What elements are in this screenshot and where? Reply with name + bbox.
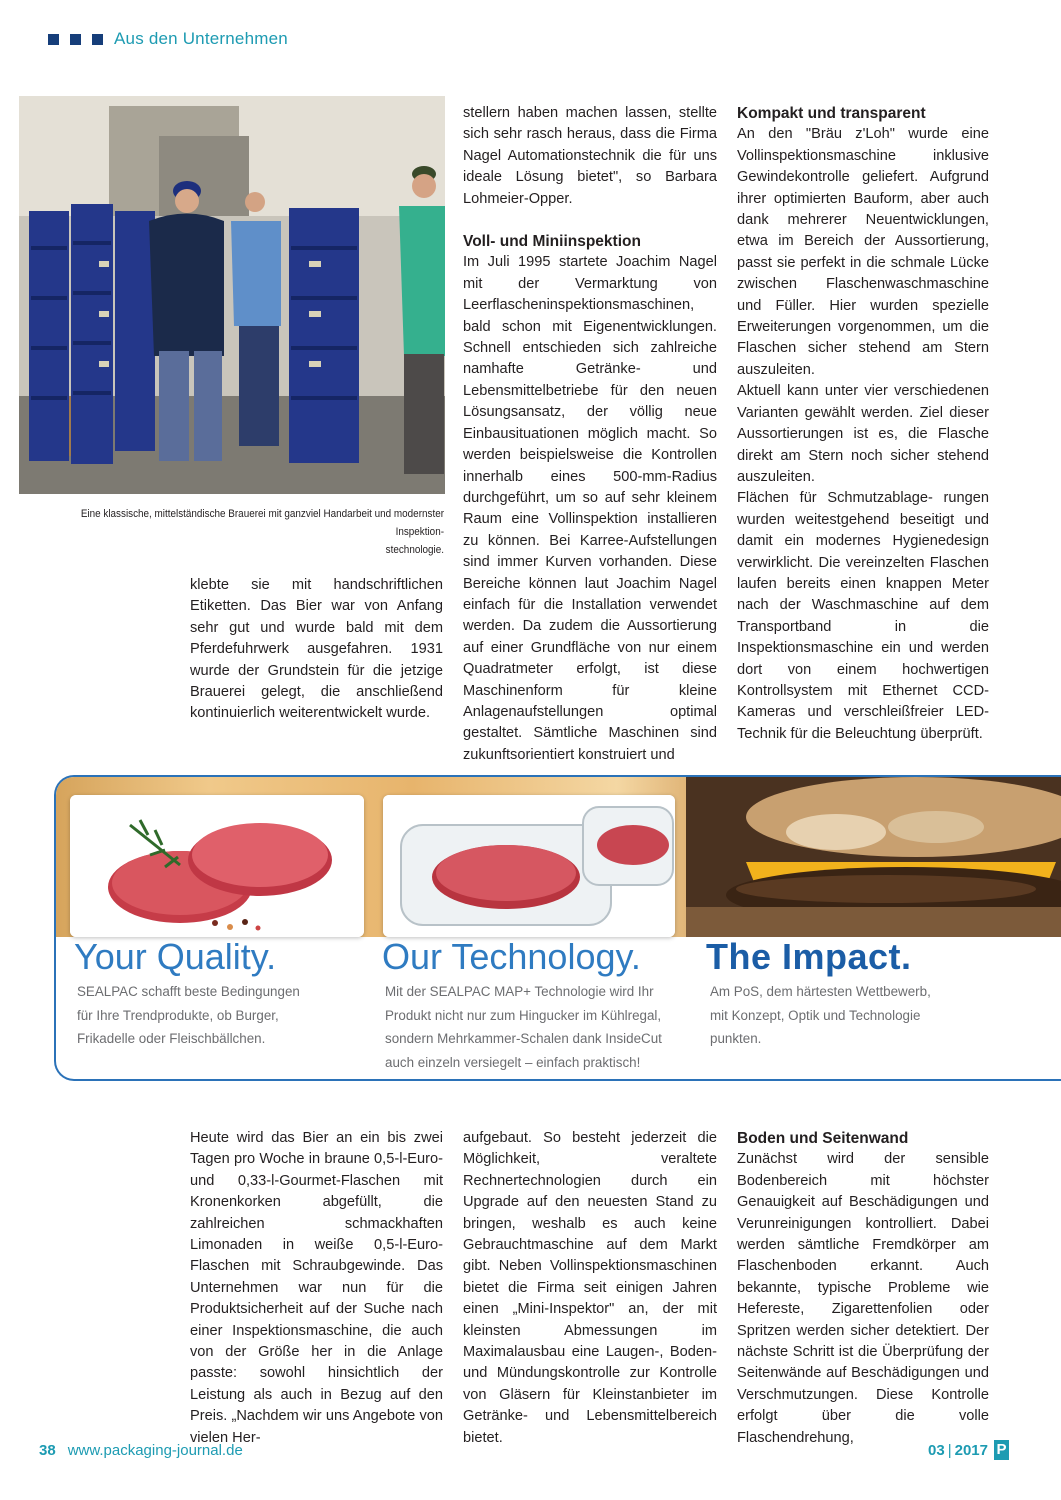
brewery-photo-illustration bbox=[19, 96, 445, 494]
paragraph: Aktuell kann unter vier verschiedenen Varianten gewählt werden. Ziel dieser Aussortierungen ist es, die Flasche direkt am Stern noch sicher stehend auszuleiten. bbox=[737, 383, 989, 485]
ad-text-line: SEALPAC schafft beste Bedingungen bbox=[77, 984, 300, 999]
issue-separator: | bbox=[947, 1441, 952, 1459]
ad-text-line: sondern Mehrkammer-Schalen dank InsideCut bbox=[385, 1031, 662, 1046]
caption-line: stechnologie. bbox=[385, 544, 444, 556]
ad-text-line: Frikadelle oder Fleischbällchen. bbox=[77, 1031, 266, 1046]
lower-column-2 bbox=[463, 1128, 717, 1449]
ad-text-line: Mit der SEALPAC MAP+ Technologie wird Ihr bbox=[385, 984, 654, 999]
section-title: Aus den Unternehmen bbox=[114, 29, 288, 48]
header-square-icon bbox=[92, 34, 103, 45]
ad-heading-quality: Your Quality. bbox=[74, 936, 277, 977]
paragraph: Im Juli 1995 startete Joachim Nagel mit der Vermarktung von Leerflascheninspektionsmaschinen, bald schon mit Eigenentwicklungen. Schnell entschieden sich zahlreiche namhafte Getränke- und Lebensmittelbetriebe für den neuen Lösungsansatz, der völlig neue Einbausituationen möglich macht. So werden beispielsweise die Kontrollen innerhalb eines 500-mm-Radius durchgeführt, um so auf sehr kleinem Raum eine Vollinspektion installieren zu können. Bei Karree-Aufstellungen sind immer Kurven vorhanden. Diese Bereiche können laut Joachim Nagel einfach für die Installation verwendet werden. Da zudem die Aussortierung auf einer Grundfläche von nur einem Quadratmeter erfolgt, ist diese Maschinenform für kleine Anlagenaufstellungen optimal gestaltet. Sämtliche Maschinen sind zukunftsorientiert konstruiert und bbox=[463, 254, 717, 763]
paragraph: Heute wird das Bier an ein bis zwei Tagen pro Woche in braune 0,5-l-Euro- und 0,33-l-Gourmet-Flaschen mit Kronenkorken abgefüllt, die zahlreichen schmackhaften Limonaden in weiße 0,5-l-Euro-Flaschen mit Schraubgewinde. Das Unternehmen war nun für die Produktsicherheit auf der Suche nach einer Inspektionsmaschine, die auch von der Größe her in die Anlage passte: sowohl hinsichtlich der Leistung als auch in Bezug auf den Preis. „Nachdem wir uns Angebote von vielen Her- bbox=[190, 1130, 443, 1446]
caption-line: Eine klassische, mittelständische Brauerei mit ganzviel Handarbeit und modernster Inspektion- bbox=[80, 508, 444, 538]
header-square-icon bbox=[48, 34, 59, 45]
ad-text-line: punkten. bbox=[710, 1031, 762, 1046]
footer-right bbox=[928, 1440, 1009, 1460]
paragraph: stellern haben machen lassen, stellte sich sehr rasch heraus, dass die Firma Nagel Automationstechnik die für uns ideale Lösung bietet", so Barbara Lohmeier-Opper. bbox=[463, 105, 717, 207]
ad-heading-technology: Our Technology. bbox=[382, 936, 641, 977]
page-number: 38 bbox=[39, 1442, 56, 1459]
ad-text-line: für Ihre Trendprodukte, ob Burger, bbox=[77, 1007, 279, 1023]
footer-left bbox=[39, 1442, 243, 1459]
ad-text-impact bbox=[710, 980, 931, 1051]
journal-logo-icon: P bbox=[994, 1440, 1009, 1460]
burger-icon bbox=[686, 777, 1061, 937]
photo-caption bbox=[77, 505, 444, 559]
ad-text-line: auch einzeln versiegelt – einfach praktisch! bbox=[385, 1054, 641, 1070]
packaged-patties-icon bbox=[383, 795, 675, 937]
ad-image-impact bbox=[686, 777, 1061, 937]
ad-image-technology bbox=[383, 795, 675, 937]
ad-text-line: Produkt nicht nur zum Hingucker im Kühlregal, bbox=[385, 1007, 662, 1023]
issue-num: 03 bbox=[928, 1441, 945, 1459]
website-link[interactable]: www.packaging-journal.de bbox=[67, 1442, 243, 1459]
ad-image-quality bbox=[70, 795, 364, 937]
subheading: Voll- und Miniinspektion bbox=[463, 233, 641, 251]
paragraph: Zunächst wird der sensible Bodenbereich mit höchster Genauigkeit auf Beschädigungen und Verunreinigungen kontrolliert. Dabei werden sämtliche Fremdkörper am Flaschenboden erkannt. Auch bekannte, typische Probleme wie Hefereste, Zigarettenfolien oder Spritzen werden sicher detektiert. Der nächste Schritt ist die Überprüfung der Seitenwände auf Beschädigungen und Verschmutzungen. Diese Kontrolle erfolgt über die volle Flaschendrehung, bbox=[737, 1151, 989, 1446]
subheading: Kompakt und transparent bbox=[737, 105, 926, 122]
upper-column-1 bbox=[190, 575, 443, 725]
upper-column-2 bbox=[463, 103, 717, 766]
ad-heading-impact: The Impact. bbox=[706, 936, 912, 977]
subheading: Boden und Seitenwand bbox=[737, 1130, 909, 1147]
paragraph: Flächen für Schmutzablage- rungen wurden weitestgehend beseitigt und damit ein modernes Hygienedesign verwirklicht. Die vereinzelten Flaschen laufen bereits einen knappen Meter nach der Waschmaschine auf dem Transportband in die Inspektionsmaschine ein und werden dort von einem hochwertigen Kontrollsystem mit Ethernet CCD-Kameras und verschleißfreier LED-Technik für die Beleuchtung überprüft. bbox=[737, 490, 989, 742]
upper-column-3 bbox=[737, 103, 989, 745]
header-square-icon bbox=[70, 34, 81, 45]
issue-number bbox=[928, 1442, 988, 1459]
ad-text-technology bbox=[385, 980, 662, 1074]
sealpac-advertisement[interactable] bbox=[54, 775, 1061, 1081]
paragraph: klebte sie mit handschriftlichen Etiketten. Das Bier war von Anfang sehr gut und wurde bald mit dem Pferdefuhrwerk ausgefahren. 1931 wurde der Grundstein für die jetzige Brauerei gelegt, die anschließend kontinuierlich weiterentwickelt wurde. bbox=[190, 577, 443, 722]
burger-patties-icon bbox=[70, 795, 364, 937]
lower-column-1 bbox=[190, 1128, 443, 1449]
ad-text-line: Am PoS, dem härtesten Wettbewerb, bbox=[710, 984, 931, 999]
section-header bbox=[48, 29, 288, 49]
brewery-photo bbox=[19, 96, 445, 494]
paragraph: aufgebaut. So besteht jederzeit die Möglichkeit, veraltete Rechnertechnologien durch ein Upgrade auf den neuesten Stand zu bringen, weshalb es auch keine Gebrauchtmaschine auf dem Markt gibt. Neben Vollinspektionsmaschinen bietet die Firma seit einigen Jahren einen „Mini-Inspektor" an, der mit kleinsten Abmessungen im Maximalausbau eine Laugen-, Boden- und Mündungskontrolle zur Kontrolle von Gläsern für Kleinstanbieter im Getränke- und Lebensmittelbereich bietet. bbox=[463, 1130, 717, 1446]
issue-year: 2017 bbox=[954, 1441, 988, 1459]
lower-column-3 bbox=[737, 1128, 989, 1449]
paragraph: An den "Bräu z'Loh" wurde eine Vollinspektionsmaschine inklusive Gewindekontrolle geliefert. Aufgrund ihrer optimierten Bauform, aber auch dank mehrerer Neuentwicklungen, etwa im Bereich der Aussortierung, passt sie perfekt in die schmale Lücke zwischen Flaschenwaschmaschine und Füller. Hier wurden spezielle Erweiterungen vorgenommen, um die Flaschen sicher stehend am Stern auszuleiten. bbox=[737, 126, 989, 378]
ad-text-line: mit Konzept, Optik und Technologie bbox=[710, 1007, 921, 1023]
ad-text-quality bbox=[77, 980, 300, 1051]
